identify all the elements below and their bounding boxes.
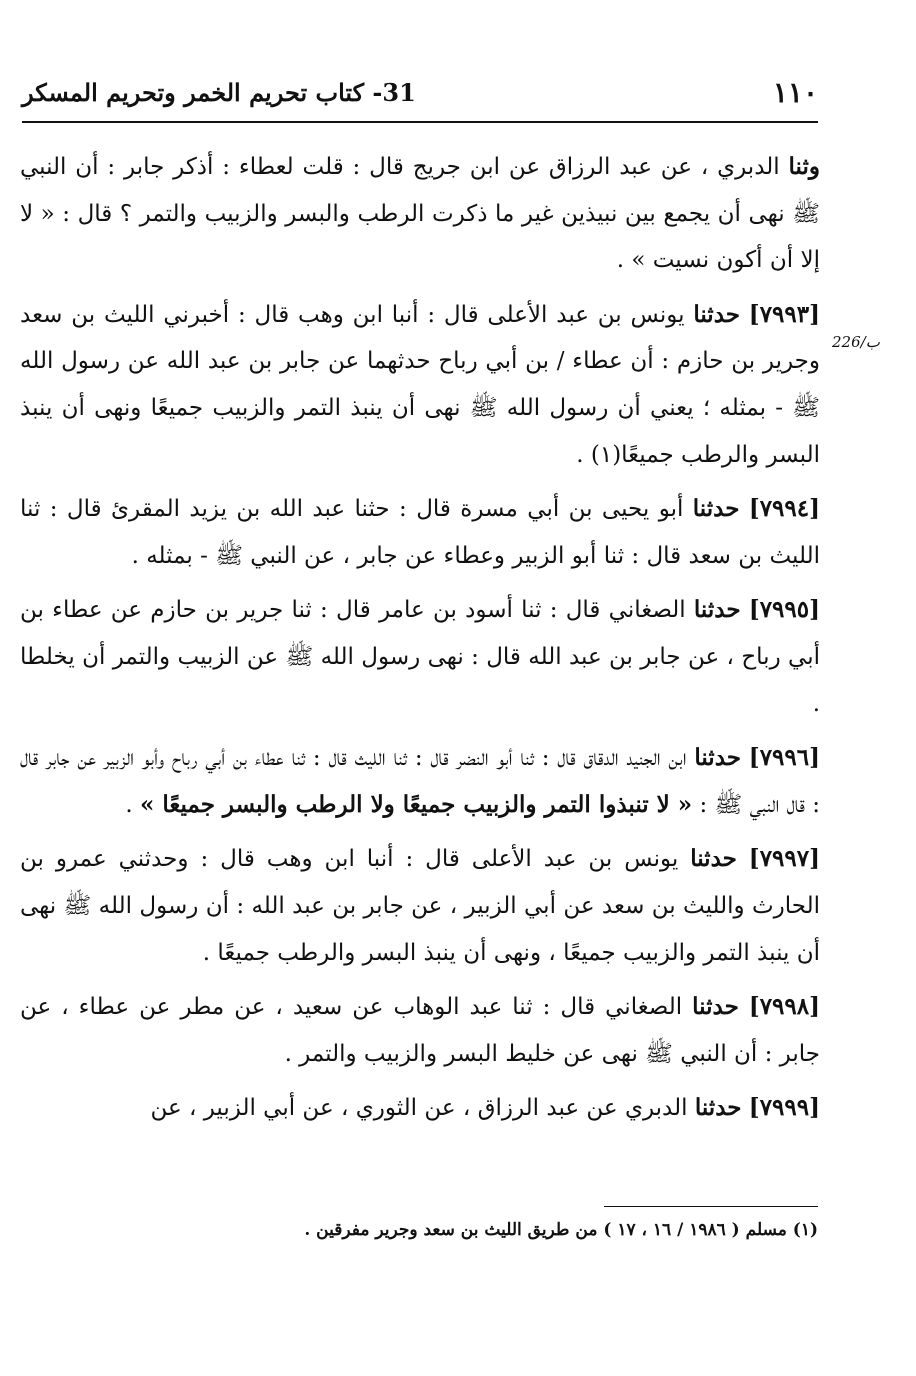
hadith-paragraph xyxy=(20,735,820,828)
paragraph-text: ابن الجنيد الدقاق قال : ثنا أبو النضر قال : ثنا الليث قال : ثنا عطاء بن أبي رباح وأبو الزبير عن جابر قال : قال النبي ﷺ : xyxy=(20,745,820,818)
narration-lead: حدثنا xyxy=(693,300,740,328)
margin-note: 226/ب xyxy=(832,333,880,351)
narration-lead: حدثنا xyxy=(694,1094,742,1122)
header-rule xyxy=(22,121,818,123)
paragraph-text: أبو يحيى بن أبي مسرة قال : حثنا عبد الله بن يزيد المقرئ قال : ثنا الليث بن سعد قال : ثنا أبو الزبير وعطاء عن جابر ، عن النبي ﷺ - بمثله . xyxy=(20,496,820,569)
paragraph-text: الدبري عن عبد الرزاق ، عن الثوري ، عن أبي الزبير ، عن xyxy=(150,1095,695,1122)
paragraph-text: يونس بن عبد الأعلى قال : أنبا ابن وهب قال : أخبرني الليث بن سعد وجرير بن حازم : أن عطاء / بن أبي رباح حدثهما عن جابر بن عبد الله عن رسول الله ﷺ - بمثله ؛ يعني أن رسول الله ﷺ نهى أن ينبذ التمر والزبيب جميعًا ونهى أن ينبذ البسر والرطب جميعًا(١) . xyxy=(20,301,820,468)
chapter-title: 31- كتاب تحريم الخمر وتحريم المسكر xyxy=(22,78,416,107)
hadith-number: [٧٩٩٧] xyxy=(748,845,820,873)
narration-lead: حدثنا xyxy=(693,596,741,624)
hadith-number: [٧٩٩٦] xyxy=(748,744,820,772)
paragraph-text: الصغاني قال : ثنا عبد الوهاب عن سعيد ، عن مطر عن عطاء ، عن جابر : أن النبي ﷺ نهى عن خليط البسر والزبيب والتمر . xyxy=(20,994,820,1067)
paragraph-end: . xyxy=(125,791,140,818)
page-number: ١١٠ xyxy=(772,76,818,109)
paragraph-text: الصغاني قال : ثنا أسود بن عامر قال : ثنا جرير بن حازم عن عطاء بن أبي رباح ، عن جابر بن عبد الله قال : نهى رسول الله ﷺ عن الزبيب والتمر أن يخلطا . xyxy=(20,597,820,717)
hadith-paragraph xyxy=(20,1085,820,1132)
narration-lead: وثنا xyxy=(788,153,820,180)
hadith-number: [٧٩٩٨] xyxy=(748,993,821,1021)
hadith-paragraph xyxy=(20,836,820,976)
hadith-number: [٧٩٩٥] xyxy=(748,596,821,624)
hadith-number: [٧٩٩٤] xyxy=(748,495,821,523)
narration-lead: حدثنا xyxy=(692,495,740,523)
hadith-paragraph xyxy=(20,144,820,284)
narration-lead: حدثنا xyxy=(694,744,741,772)
paragraph-text: يونس بن عبد الأعلى قال : أنبا ابن وهب قال : وحدثني عمرو بن الحارث والليث بن سعد عن أبي الزبير ، عن جابر بن عبد الله : أن رسول الله ﷺ نهى أن ينبذ التمر والزبيب جميعًا ، ونهى أن ينبذ البسر والرطب جميعًا . xyxy=(20,846,820,966)
hadith-number: [٧٩٩٣] xyxy=(748,300,820,328)
body-text xyxy=(20,144,820,1140)
hadith-paragraph xyxy=(20,984,820,1077)
prophetic-quote: « لا تنبذوا التمر والزبيب جميعًا ولا الرطب والبسر جميعًا » xyxy=(139,790,693,818)
narration-lead: حدثنا xyxy=(690,845,737,873)
paragraph-text: الدبري ، عن عبد الرزاق عن ابن جريج قال : قلت لعطاء : أذكر جابر : أن النبي ﷺ نهى أن يجمع بين نبيذين غير ما ذكرت الرطب والبسر والزبيب والتمر ؟ قال : « لا إلا أن أكون نسيت » . xyxy=(20,154,820,274)
page-header xyxy=(22,76,818,116)
hadith-paragraph xyxy=(20,292,820,478)
hadith-paragraph xyxy=(20,486,820,579)
hadith-paragraph xyxy=(20,587,820,727)
footnote: (١) مسلم ( ١٩٨٦ / ١٦ ، ١٧ ) من طريق الليث بن سعد وجرير مفرقين . xyxy=(304,1220,818,1240)
footnote-rule xyxy=(604,1206,818,1207)
hadith-number: [٧٩٩٩] xyxy=(748,1094,820,1122)
narration-lead: حدثنا xyxy=(692,993,739,1021)
